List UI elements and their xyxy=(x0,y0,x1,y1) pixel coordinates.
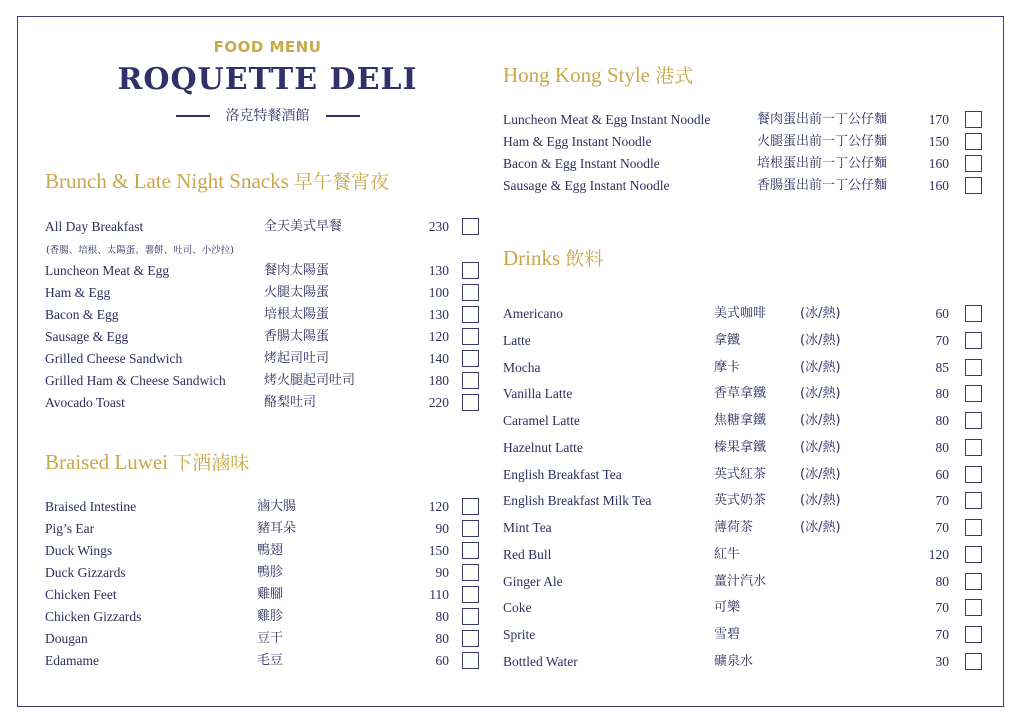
item-name: English Breakfast Tea xyxy=(503,467,622,482)
item-name-cn: 英式奶茶 xyxy=(714,493,767,508)
item-temperature: (冰/熱) xyxy=(800,386,841,401)
item-price: 90 xyxy=(435,565,449,580)
item-name: Chicken Gizzards xyxy=(45,609,142,624)
menu-item-hongkong xyxy=(0,109,1024,131)
menu-item-drinks xyxy=(0,544,1024,566)
menu-item-hongkong xyxy=(0,175,1024,197)
item-name: Mocha xyxy=(503,360,541,375)
item-name-cn: 榛果拿鐵 xyxy=(714,440,767,455)
item-price: 70 xyxy=(935,333,949,348)
item-price: 60 xyxy=(935,306,949,321)
menu-item-drinks xyxy=(0,437,1024,459)
menu-item-brunch xyxy=(0,282,1024,304)
item-name-cn: 毛豆 xyxy=(257,653,284,668)
item-name-cn: 火腿太陽蛋 xyxy=(264,285,330,300)
item-name-cn: 薑汁汽水 xyxy=(714,574,767,589)
item-temperature: (冰/熱) xyxy=(800,413,841,428)
item-name: Grilled Ham & Cheese Sandwich xyxy=(45,373,226,388)
item-name-cn: 香草拿鐵 xyxy=(714,386,767,401)
item-price: 120 xyxy=(428,499,449,514)
menu-item-hongkong xyxy=(0,153,1024,175)
section-title-hongkong-en: Hong Kong Style xyxy=(503,63,650,87)
item-price: 70 xyxy=(935,520,949,535)
item-name-cn: 酪梨吐司 xyxy=(264,395,317,410)
menu-item-drinks xyxy=(0,303,1024,325)
item-name: Bacon & Egg Instant Noodle xyxy=(503,156,660,171)
item-name: Mint Tea xyxy=(503,520,552,535)
menu-item-hongkong xyxy=(0,131,1024,153)
item-name-cn: 雪碧 xyxy=(714,627,741,642)
item-price: 70 xyxy=(935,493,949,508)
item-price: 80 xyxy=(435,631,449,646)
breakfast-note: (香腸、培根、太陽蛋、薯餅、吐司、小沙拉) xyxy=(46,245,234,256)
item-temperature: (冰/熱) xyxy=(800,306,841,321)
item-name: Ham & Egg xyxy=(45,285,111,300)
item-name: Sausage & Egg Instant Noodle xyxy=(503,178,670,193)
order-checkbox[interactable] xyxy=(965,332,982,349)
item-temperature: (冰/熱) xyxy=(800,493,841,508)
item-name-cn: 礦泉水 xyxy=(714,654,754,669)
item-price: 180 xyxy=(428,373,449,388)
item-name-cn: 香腸蛋出前一丁公仔麵 xyxy=(757,178,888,193)
order-checkbox[interactable] xyxy=(462,262,479,279)
item-name-cn: 拿鐵 xyxy=(714,333,741,348)
item-name: All Day Breakfast xyxy=(45,219,144,234)
item-name: Pig’s Ear xyxy=(45,521,95,536)
item-temperature: (冰/熱) xyxy=(800,467,841,482)
order-checkbox[interactable] xyxy=(462,218,479,235)
item-name-cn: 鴨翅 xyxy=(257,543,284,558)
item-name-cn: 培根太陽蛋 xyxy=(264,307,330,322)
item-price: 70 xyxy=(935,600,949,615)
section-title-brunch-cn: 早午餐宵夜 xyxy=(294,171,390,193)
item-name-cn: 豬耳朵 xyxy=(257,521,297,536)
item-price: 100 xyxy=(428,285,449,300)
section-title-luwei-cn: 下酒滷味 xyxy=(173,452,250,474)
item-price: 110 xyxy=(429,587,449,602)
item-name: Bacon & Egg xyxy=(45,307,119,322)
menu-item-drinks xyxy=(0,410,1024,432)
order-checkbox[interactable] xyxy=(965,466,982,483)
order-checkbox[interactable] xyxy=(965,412,982,429)
item-name: Duck Wings xyxy=(45,543,113,558)
section-title-luwei-en: Braised Luwei xyxy=(45,450,169,474)
menu-item-drinks xyxy=(0,597,1024,619)
item-name: Caramel Latte xyxy=(503,413,580,428)
menu-item-brunch xyxy=(0,260,1024,282)
item-price: 30 xyxy=(935,654,949,669)
item-price: 120 xyxy=(428,329,449,344)
order-checkbox[interactable] xyxy=(965,439,982,456)
item-name-cn: 餐肉蛋出前一丁公仔麵 xyxy=(757,112,888,127)
item-name: Dougan xyxy=(45,631,88,646)
item-name: Red Bull xyxy=(503,547,552,562)
order-checkbox[interactable] xyxy=(965,573,982,590)
item-price: 160 xyxy=(928,178,949,193)
item-name: English Breakfast Milk Tea xyxy=(503,493,652,508)
order-checkbox[interactable] xyxy=(965,653,982,670)
item-temperature: (冰/熱) xyxy=(800,360,841,375)
restaurant-name-cn-text: 洛克特餐酒館 xyxy=(225,108,310,124)
item-price: 60 xyxy=(935,467,949,482)
order-checkbox[interactable] xyxy=(965,546,982,563)
item-name-cn: 英式紅茶 xyxy=(714,467,767,482)
item-price: 120 xyxy=(928,547,949,562)
item-name-cn: 火腿蛋出前一丁公仔麵 xyxy=(757,134,888,149)
menu-item-drinks xyxy=(0,383,1024,405)
menu-item-drinks xyxy=(0,624,1024,646)
item-name-cn: 雞胗 xyxy=(257,609,284,624)
item-name: Braised Intestine xyxy=(45,499,137,514)
item-price: 160 xyxy=(928,156,949,171)
item-price: 85 xyxy=(935,360,949,375)
item-price: 130 xyxy=(428,307,449,322)
item-name-cn: 美式咖啡 xyxy=(714,306,767,321)
item-name: Edamame xyxy=(45,653,99,668)
menu-item-drinks xyxy=(0,464,1024,486)
menu-item-drinks xyxy=(0,330,1024,352)
item-name-cn: 摩卡 xyxy=(714,360,741,375)
item-name: Duck Gizzards xyxy=(45,565,126,580)
item-price: 230 xyxy=(428,219,449,234)
item-name-cn: 豆干 xyxy=(257,631,284,646)
item-name: Americano xyxy=(503,306,563,321)
order-checkbox[interactable] xyxy=(462,284,479,301)
item-price: 150 xyxy=(928,134,949,149)
item-price: 70 xyxy=(935,627,949,642)
item-name: Luncheon Meat & Egg Instant Noodle xyxy=(503,112,711,127)
section-title-drinks-cn: 飲料 xyxy=(565,248,604,270)
item-name: Hazelnut Latte xyxy=(503,440,583,455)
order-checkbox[interactable] xyxy=(965,492,982,509)
order-checkbox[interactable] xyxy=(965,626,982,643)
item-temperature: (冰/熱) xyxy=(800,520,841,535)
menu-item-drinks xyxy=(0,357,1024,379)
item-name-cn: 培根蛋出前一丁公仔麵 xyxy=(757,156,888,171)
menu-item-brunch xyxy=(0,216,1024,238)
item-name: Sprite xyxy=(503,627,536,642)
item-name: Chicken Feet xyxy=(45,587,117,602)
item-price: 170 xyxy=(928,112,949,127)
item-name-cn: 烤火腿起司吐司 xyxy=(264,373,356,388)
item-price: 60 xyxy=(435,653,449,668)
item-price: 220 xyxy=(428,395,449,410)
item-temperature: (冰/熱) xyxy=(800,333,841,348)
menu-item-drinks xyxy=(0,651,1024,673)
item-name-cn: 餐肉太陽蛋 xyxy=(264,263,330,278)
item-name-cn: 焦糖拿鐵 xyxy=(714,413,767,428)
order-checkbox[interactable] xyxy=(965,155,982,172)
section-title-hongkong-cn: 港式 xyxy=(655,65,694,87)
order-checkbox[interactable] xyxy=(965,359,982,376)
item-price: 80 xyxy=(935,413,949,428)
item-price: 150 xyxy=(428,543,449,558)
order-checkbox[interactable] xyxy=(965,133,982,150)
item-name-cn: 紅牛 xyxy=(714,547,741,562)
item-price: 130 xyxy=(428,263,449,278)
item-name: Vanilla Latte xyxy=(503,386,573,401)
item-name: Ham & Egg Instant Noodle xyxy=(503,134,652,149)
item-price: 80 xyxy=(435,609,449,624)
item-price: 80 xyxy=(935,574,949,589)
item-name: Ginger Ale xyxy=(503,574,563,589)
item-name: Bottled Water xyxy=(503,654,578,669)
item-name: Grilled Cheese Sandwich xyxy=(45,351,183,366)
menu-item-drinks xyxy=(0,571,1024,593)
item-price: 90 xyxy=(435,521,449,536)
restaurant-name: ROQUETTE DELI xyxy=(117,62,418,97)
item-name-cn: 烤起司吐司 xyxy=(264,351,330,366)
item-name-cn: 可樂 xyxy=(714,600,741,615)
item-name-cn: 香腸太陽蛋 xyxy=(264,329,330,344)
section-title-drinks-en: Drinks xyxy=(503,246,561,270)
item-price: 80 xyxy=(935,386,949,401)
order-checkbox[interactable] xyxy=(965,177,982,194)
item-name-cn: 滷大腸 xyxy=(257,499,297,514)
order-checkbox[interactable] xyxy=(965,385,982,402)
item-name-cn: 鴨胗 xyxy=(257,565,284,580)
item-name: Latte xyxy=(503,333,531,348)
item-price: 140 xyxy=(428,351,449,366)
order-checkbox[interactable] xyxy=(965,305,982,322)
item-name: Sausage & Egg xyxy=(45,329,129,344)
section-title-brunch-en: Brunch & Late Night Snacks xyxy=(45,169,289,193)
menu-item-drinks xyxy=(0,517,1024,539)
menu-item-drinks xyxy=(0,490,1024,512)
item-name: Avocado Toast xyxy=(45,395,125,410)
item-temperature: (冰/熱) xyxy=(800,440,841,455)
item-name-cn: 雞腳 xyxy=(257,587,284,602)
item-name-cn: 薄荷茶 xyxy=(714,520,754,535)
order-checkbox[interactable] xyxy=(965,519,982,536)
section-title-hongkong xyxy=(503,61,693,88)
order-checkbox[interactable] xyxy=(965,111,982,128)
item-price: 80 xyxy=(935,440,949,455)
item-name: Coke xyxy=(503,600,532,615)
item-name: Luncheon Meat & Egg xyxy=(45,263,170,278)
food-menu-label: FOOD MENU xyxy=(213,38,322,56)
order-checkbox[interactable] xyxy=(965,599,982,616)
item-name-cn: 全天美式早餐 xyxy=(264,219,343,234)
